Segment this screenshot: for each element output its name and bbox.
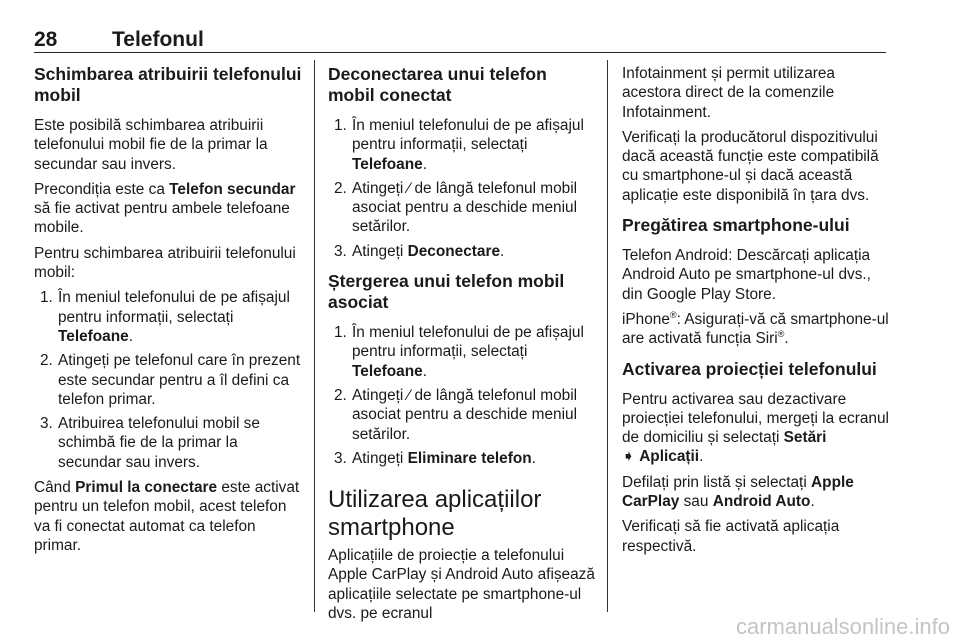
section-heading-disconnect: Deconectarea unui telefon mobil conectat <box>328 64 547 105</box>
column-2 <box>328 64 596 629</box>
term-android-auto: Android Auto <box>712 493 811 511</box>
step-3: 3. Atingeți Eliminare telefon. <box>334 449 536 467</box>
column-3 <box>622 64 892 562</box>
menu-term-phones: Telefoane <box>58 327 129 345</box>
term-remove-phone: Eliminare telefon <box>407 449 532 467</box>
paragraph-iphone: iPhone®: Asigurați-vă că smartphone-ul are activată funcția Siri®. <box>622 309 889 348</box>
watermark: carmanualsonline.info <box>735 614 950 639</box>
step-2: 2. Atingeți ∕ de lângă telefonul mobil asociat pentru a deschide meniul setărilor. <box>334 179 578 236</box>
step-1: 1. În meniul telefonului de pe afișajul pentru informații, selectați Telefoane. <box>334 117 584 173</box>
section-heading-delete-phone: Ștergerea unui telefon mobil asociat <box>328 271 565 313</box>
steps-disconnect <box>328 116 596 261</box>
paragraph-activate: Pentru activarea sau dezactivare proiecției telefonului, mergeți la ecranul de domiciliu și selectați Setări ➧ Aplicații. <box>622 390 889 466</box>
term-first-to-connect: Primul la conectare <box>75 479 218 497</box>
section-heading-activate-projection: Activarea proiecției telefonului <box>622 358 877 379</box>
page-header <box>34 28 886 52</box>
page-title: Telefonul <box>112 28 204 51</box>
steps-switch-assignment <box>34 288 302 472</box>
edit-icon: ∕ <box>407 179 411 197</box>
chapter-heading-smartphone-apps: Utilizarea aplicațiilor smartphone <box>328 486 542 542</box>
paragraph-precondition: Precondiția este ca Telefon secundar să fie activat pentru ambele telefoane mobile. <box>34 180 296 237</box>
paragraph-steps-intro: Pentru schimbarea atribuirii telefonului mobil: <box>34 244 296 282</box>
paragraph-intro: Este posibilă schimbarea atribuirii telefonului mobil fie de la primar la secundar sau invers. <box>34 117 268 173</box>
section-heading-prepare-smartphone: Pregătirea smartphone-ului <box>622 215 850 236</box>
term-secondary-phone: Telefon secundar <box>169 180 296 198</box>
paragraph-infotainment: Infotainment și permit utilizarea acestora direct de la comenzile Infotainment. <box>622 65 835 121</box>
paragraph-android: Telefon Android: Descărcați aplicația Android Auto pe smartphone-ul dvs., din Google Play Store. <box>622 247 871 303</box>
column-divider-1 <box>314 60 315 612</box>
paragraph-first-to-connect: Când Primul la conectare este activat pentru un telefon mobil, acest telefon va fi conectat automat ca telefon primar. <box>34 479 300 554</box>
step-3: 3. Atingeți Deconectare. <box>334 242 505 260</box>
step-2: 2. Atingeți pe telefonul care în prezent este secundar pentru a îl defini ca telefon primar. <box>40 352 301 408</box>
menu-term-settings: Setări <box>783 429 827 447</box>
paragraph-compatibility: Verificați la producătorul dispozitivului dacă această funcție este compatibilă cu smartphone-ul și dacă această aplicație este disponibilă în țara dvs. <box>622 128 879 204</box>
section-heading-switch-assignment: Schimbarea atribuirii telefonului mobil <box>34 64 302 105</box>
edit-icon: ∕ <box>407 386 411 404</box>
steps-delete-phone <box>328 323 596 468</box>
column-divider-2 <box>607 60 608 612</box>
paragraph-verify: Verificați să fie activată aplicația respectivă. <box>622 518 840 555</box>
step-1: 1. În meniul telefonului de pe afișajul pentru informații, selectați Telefoane. <box>334 324 584 380</box>
paragraph-select-app: Defilați prin listă și selectați Apple CarPlay sau Android Auto. <box>622 473 854 511</box>
column-1 <box>34 64 302 561</box>
term-apple-carplay: Apple CarPlay <box>622 473 854 511</box>
term-disconnect: Deconectare <box>407 242 501 260</box>
step-2: 2. Atingeți ∕ de lângă telefonul mobil asociat pentru a deschide meniul setărilor. <box>334 386 578 443</box>
page-number: 28 <box>34 28 58 51</box>
menu-term-apps: Aplicații <box>639 448 700 466</box>
header-divider <box>34 52 886 53</box>
step-3: 3. Atribuirea telefonului mobil se schimbă fie de la primar la secundar sau invers. <box>40 415 260 471</box>
arrow-right-icon: ➧ <box>622 448 635 466</box>
step-1: 1. În meniul telefonului de pe afișajul pentru informații, selectați Telefoane. <box>40 289 290 345</box>
paragraph-apps-intro: Aplicațiile de proiecție a telefonului Apple CarPlay și Android Auto afișează aplicațiile selectate pe smartphone-ul dvs. pe ecranul <box>328 547 595 623</box>
